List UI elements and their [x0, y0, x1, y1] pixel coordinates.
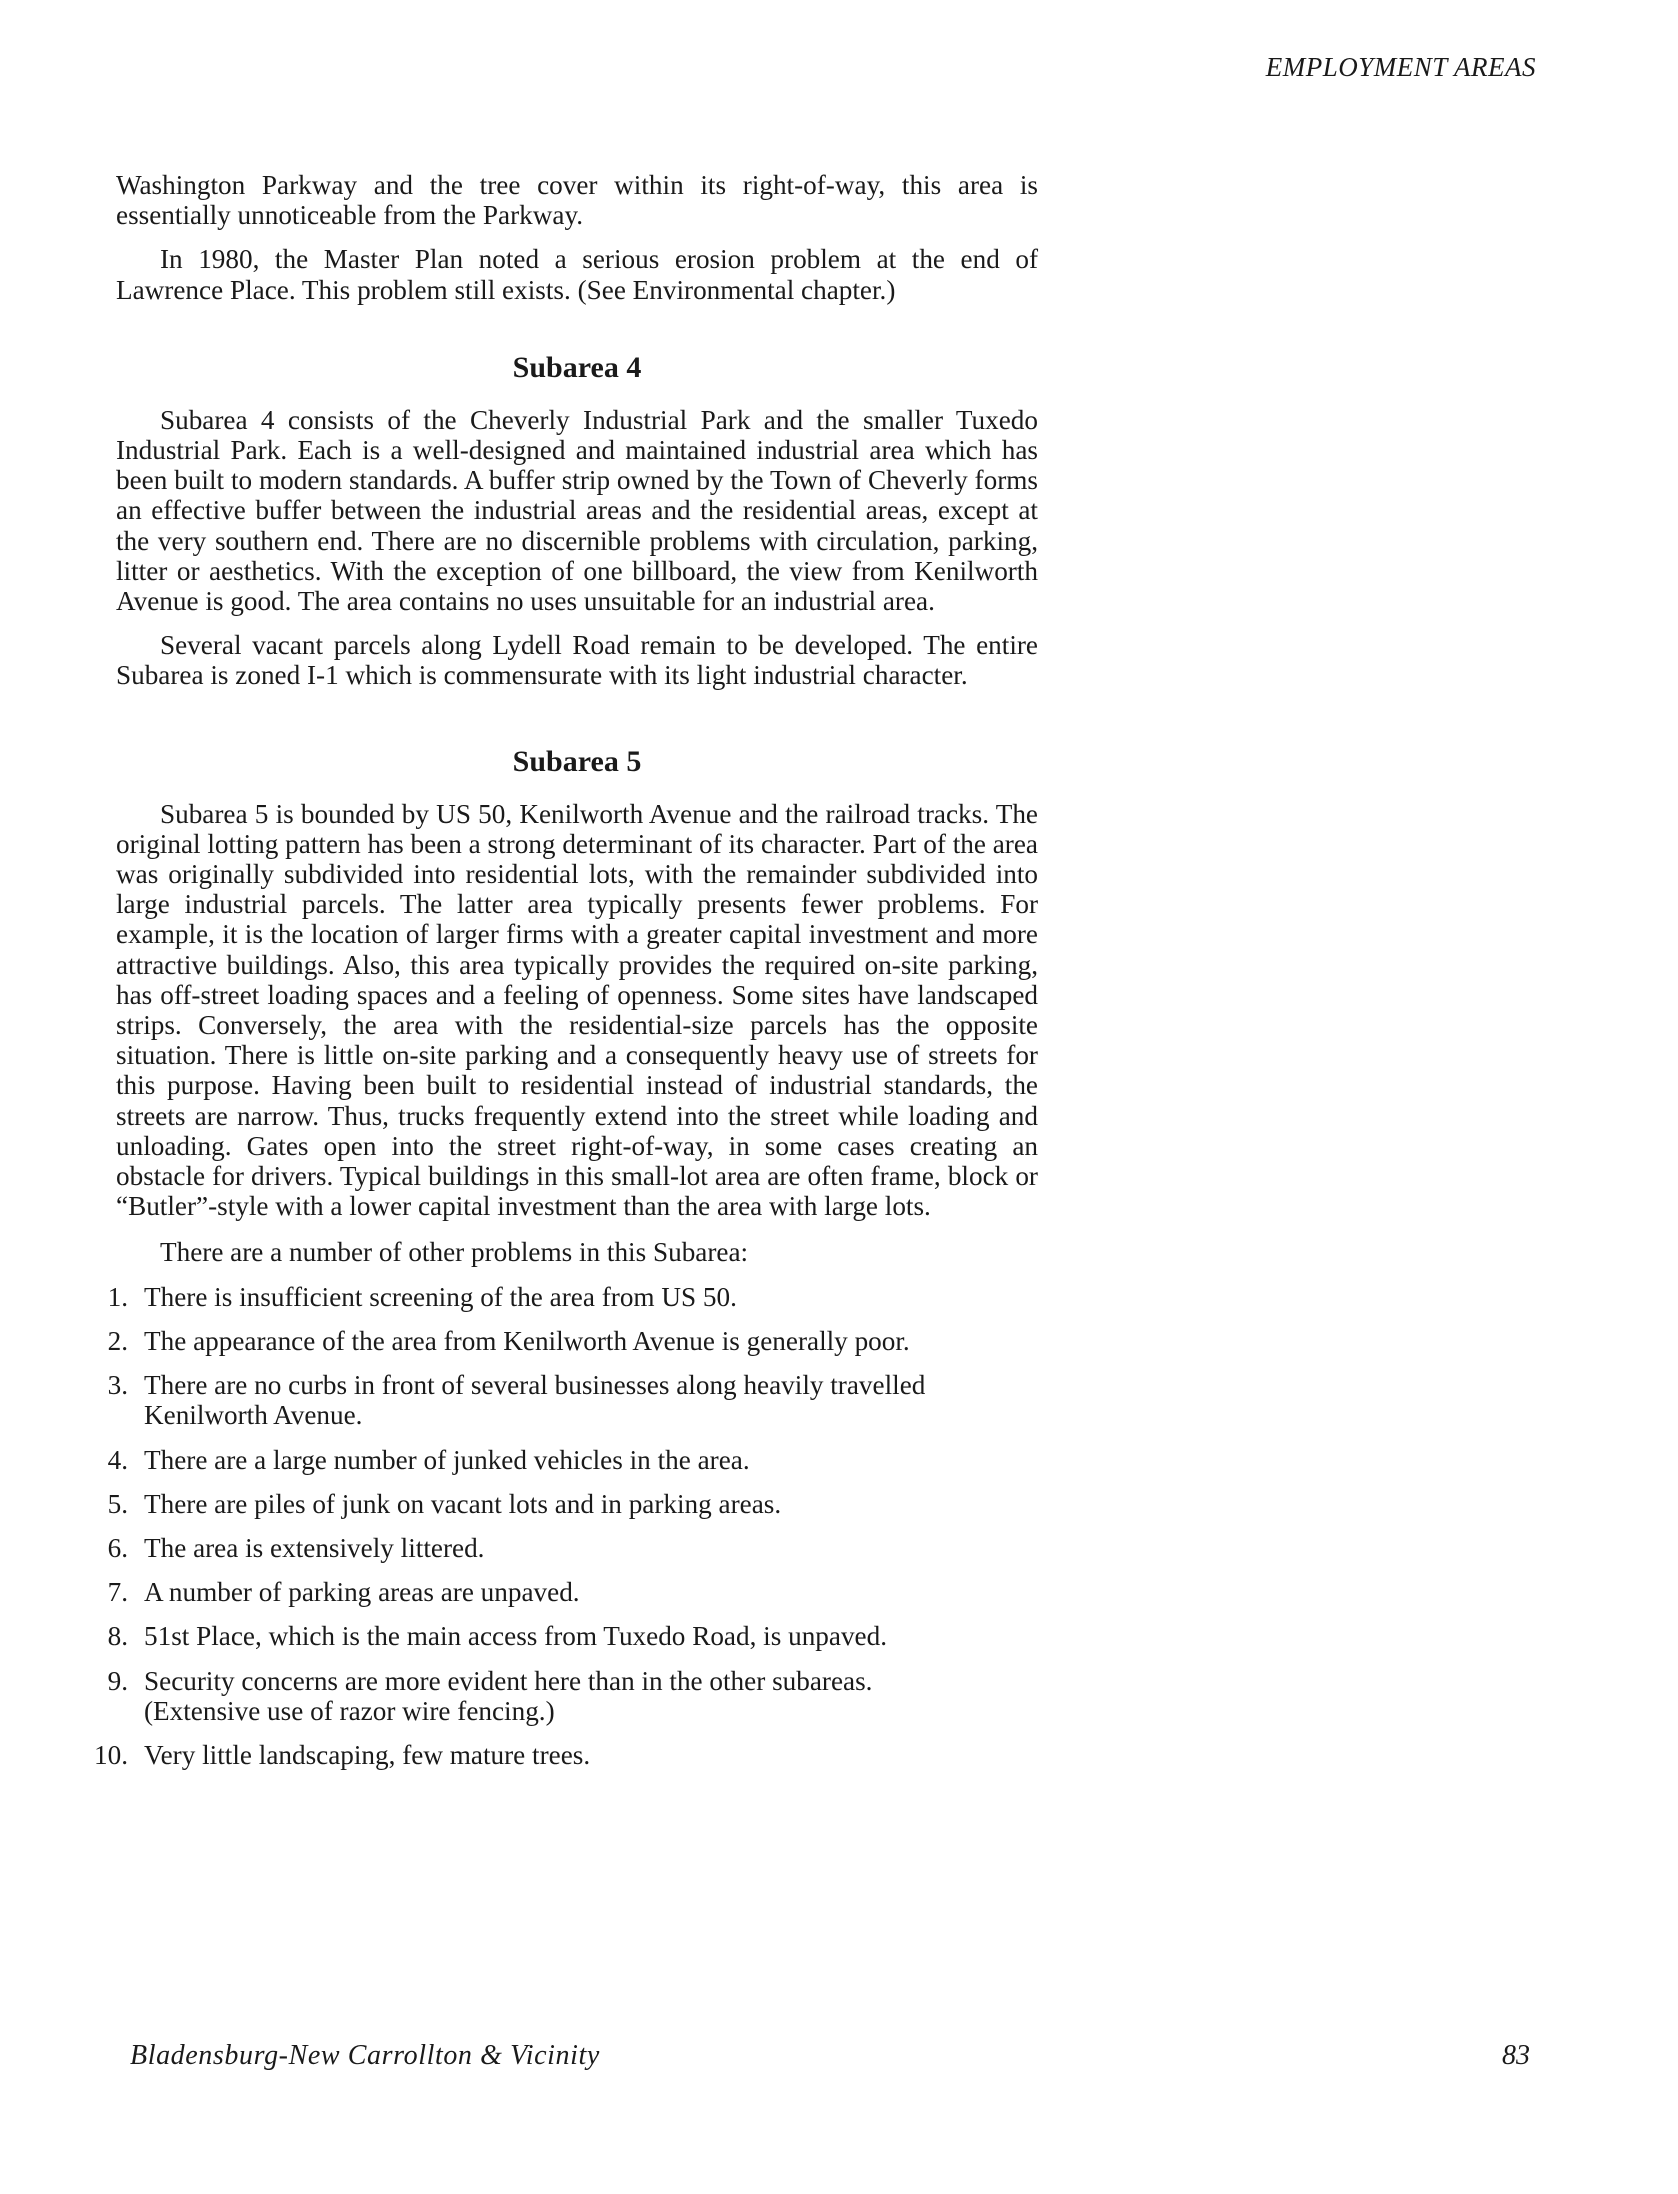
list-item: [72, 1326, 1038, 1356]
list-number: 6.: [107, 1532, 128, 1563]
list-text: Very little landscaping, few mature trees.: [144, 1739, 591, 1770]
list-text: A number of parking areas are unpaved.: [144, 1577, 580, 1608]
list-item: [72, 1489, 1038, 1519]
list-text: The appearance of the area from Kenilworth Avenue is generally poor.: [144, 1325, 910, 1356]
footer-document-title: Bladensburg-New Carrollton & Vicinity: [130, 2040, 600, 2071]
subarea-5-problems-intro: There are a number of other problems in this Subarea:: [160, 1237, 749, 1268]
page-body: [94, 170, 1038, 1784]
problems-list: [72, 1282, 1038, 1770]
list-text: There are a large number of junked vehicles in the area.: [144, 1444, 750, 1475]
list-number: 2.: [107, 1325, 128, 1356]
subarea-4-heading: Subarea 4: [512, 350, 642, 384]
list-item: [72, 1533, 1038, 1563]
subarea-4-paragraph-1: Subarea 4 consists of the Cheverly Industrial Park and the smaller Tuxedo Industrial Park. Each is a well-designed and maintained industrial area which has been built to modern standards. A buffer strip owned by the Town of Cheverly forms an effective buffer between the industrial areas and the residential areas, except at the very southern end. There are no discernible problems with circulation, parking, litter or aesthetics. With the exception of one billboard, the view from Kenilworth Avenue is good. The area contains no uses unsuitable for an industrial area.: [116, 404, 1038, 617]
list-item: [72, 1621, 1038, 1651]
list-text: The area is extensively littered.: [144, 1532, 485, 1563]
subarea-5-paragraph-1: Subarea 5 is bounded by US 50, Kenilworth Avenue and the railroad tracks. The original lotting pattern has been a strong determinant of its character. Part of the area was originally subdivided into residential lots, with the remainder subdivided into large industrial parcels. The latter area typically presents fewer problems. For example, it is the location of larger firms with a greater capital investment and more attractive buildings. Also, this area typically provides the required on-site parking, has off-street loading spaces and a feeling of openness. Some sites have landscaped strips. Conversely, the area with the residential-size parcels has the opposite situation. There is little on-site parking and a consequently heavy use of streets for this purpose. Having been built to residential instead of industrial standards, the streets are narrow. Thus, trucks frequently extend into the street while loading and unloading. Gates open into the street right-of-way, in some cases creating an obstacle for drivers. Typical buildings in this small-lot area are often frame, block or “Butler”-style with a lower capital investment than the area with large lots.: [116, 798, 1038, 1222]
list-number: 9.: [107, 1665, 128, 1696]
list-number: 10.: [94, 1739, 128, 1770]
intro-paragraph-1: Washington Parkway and the tree cover within its right-of-way, this area is essentially unnoticeable from the Parkway.: [116, 170, 1038, 231]
list-item: [72, 1370, 1038, 1430]
list-text: 51st Place, which is the main access from Tuxedo Road, is unpaved.: [144, 1621, 888, 1652]
list-item: [72, 1577, 1038, 1607]
list-item: [72, 1445, 1038, 1475]
list-text: There are no curbs in front of several businesses along heavily travelled Kenilworth Avenue.: [144, 1370, 926, 1431]
list-text: There are piles of junk on vacant lots and in parking areas.: [144, 1488, 782, 1519]
list-item: [72, 1282, 1038, 1312]
intro-paragraph-2: In 1980, the Master Plan noted a serious erosion problem at the end of Lawrence Place. This problem still exists. (See Environmental chapter.): [116, 244, 1038, 305]
subarea-4-paragraph-2: Several vacant parcels along Lydell Road remain to be developed. The entire Subarea is zoned I-1 which is commensurate with its light industrial character.: [116, 630, 1038, 691]
list-item: [72, 1740, 1038, 1770]
list-text: Security concerns are more evident here than in the other subareas. (Extensive use of razor wire fencing.): [144, 1665, 873, 1726]
running-head: EMPLOYMENT AREAS: [1265, 52, 1536, 82]
list-text: There is insufficient screening of the area from US 50.: [144, 1281, 737, 1312]
list-number: 7.: [107, 1577, 128, 1608]
list-number: 3.: [107, 1370, 128, 1401]
page-number: 83: [1502, 2040, 1530, 2071]
list-number: 4.: [107, 1444, 128, 1475]
list-item: [72, 1666, 1038, 1726]
list-number: 1.: [107, 1281, 128, 1312]
list-number: 8.: [107, 1621, 128, 1652]
list-number: 5.: [107, 1488, 128, 1519]
subarea-5-heading: Subarea 5: [512, 744, 642, 778]
